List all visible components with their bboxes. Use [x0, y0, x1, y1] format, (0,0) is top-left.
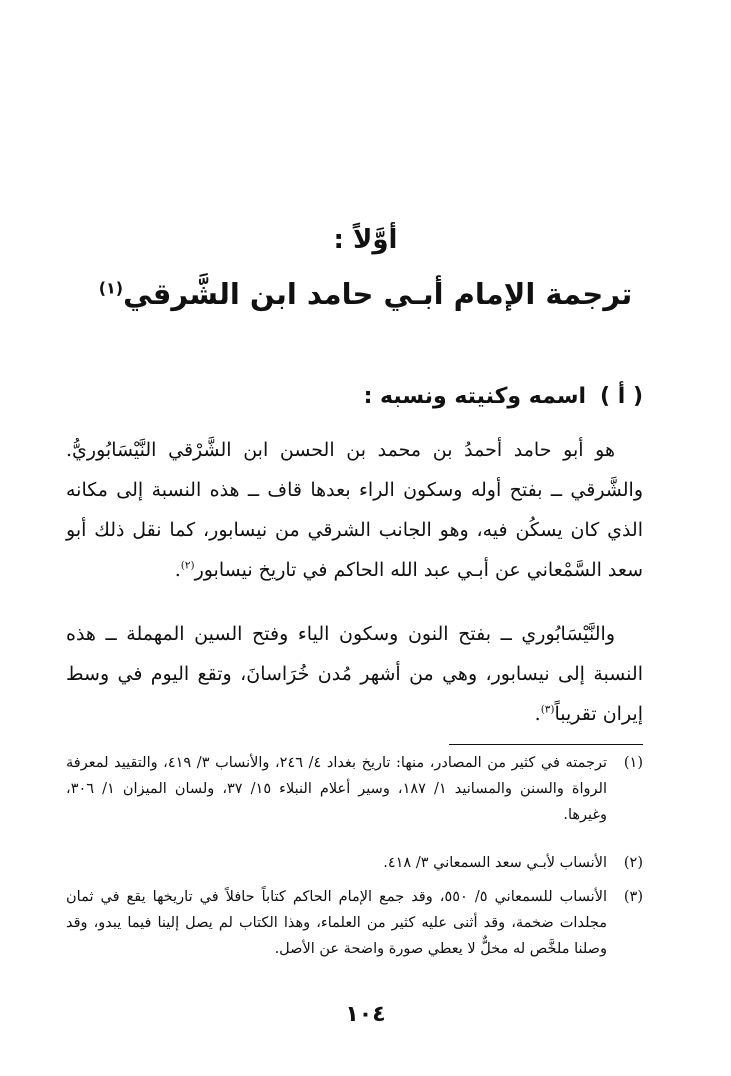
footnote-number: (١): [623, 755, 643, 771]
page-number-text: ١٠٤: [345, 1002, 386, 1027]
paragraph-text: هو أبو حامد أحمدُ بن محمد بن الحسن ابن الشَّرْقي النَّيْسَابُوريُّ. والشَّرقي ــ بفتح أوله وسكون الراء بعدها قاف ــ هذه النسبة إلى مكانه الذي كان يسكُن فيه، وهو الجانب الشرقي من نيسابور، كما نقل ذلك أبو سعد السَّمْعاني عن أبـي عبد الله الحاكم في تاريخ نيسابور: [66, 439, 643, 581]
section-marker: ( أ ): [600, 384, 643, 409]
paragraph-text: والنَّيْسَابُوري ــ بفتح النون وسكون الياء وفتح السين المهملة ــ هذه النسبة إلى نيسابور، وهي من أشهر مُدن خُرَاسانَ، وتقع اليوم في وسط إيران تقريباً: [66, 623, 643, 725]
footnote-2: [66, 850, 643, 876]
paragraph-nishapuri: [66, 614, 643, 734]
footnote-number: (٣): [623, 889, 643, 905]
footnote-text: ترجمته في كثير من المصادر، منها: تاريخ بغداد ٤/ ٢٤٦، والأنساب ٣/ ٤١٩، والتقييد لمعرفة الرواة والسنن والمسانيد ١/ ١٨٧، وسير أعلام النبلاء ١٥/ ٣٧، ولسان الميزان ١/ ٣٠٦، وغيرها.: [66, 755, 607, 823]
page-number: [0, 1000, 731, 1030]
footnote-3: [66, 884, 643, 962]
paragraph-name-lineage: [66, 430, 643, 590]
footnote-text: الأنساب للسمعاني ٥/ ٥٥٠، وقد جمع الإمام الحاكم كتاباً حافلاً في تاريخها يقع في ثمان مجلدات ضخمة، وقد أثنى عليه كثير من العلماء، وهذا الكتاب لم يصل إلينا فيما يبدو، وقد وصلنا ملخَّص له مخلٌّ لا يعطي صورة واضحة عن الأصل.: [66, 889, 607, 957]
footnote-text: الأنساب لأبـي سعد السمعاني ٣/ ٤١٨.: [383, 855, 607, 871]
footnote-number: (٢): [623, 855, 643, 871]
paragraph-end: .: [174, 559, 181, 581]
section-heading: [364, 380, 643, 414]
footnote-ref-3[interactable]: (٣): [540, 703, 555, 716]
paragraph-end: .: [534, 703, 541, 725]
part-heading: [0, 222, 731, 258]
footnote-ref-2[interactable]: (٢): [180, 559, 195, 572]
biography-title-text: ترجمة الإمام أبـي حامد ابن الشَّرقي: [123, 277, 633, 311]
title-footnote-ref[interactable]: (١): [98, 278, 124, 298]
footnote-separator: [449, 744, 643, 745]
part-heading-text: أوَّلاً :: [333, 225, 398, 255]
biography-title: [0, 272, 731, 316]
section-label: اسمه وكنيته ونسبه :: [363, 384, 587, 409]
footnote-1: [66, 750, 643, 828]
